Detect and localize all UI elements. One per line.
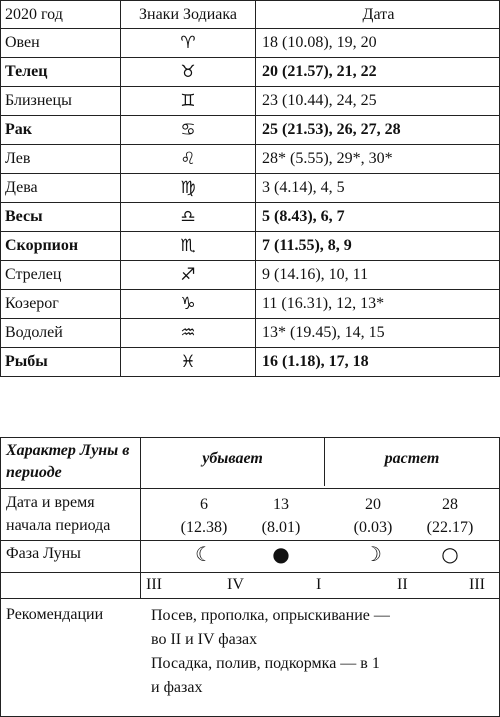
quarter-label: III [469, 576, 485, 593]
taurus-icon: ♉ [121, 58, 256, 87]
sign-name: Лев [1, 145, 121, 174]
header-date: Дата [256, 1, 500, 29]
sagittarius-icon: ♐ [121, 261, 256, 290]
period-time: (22.17) [426, 519, 474, 536]
period-time: (0.03) [353, 519, 393, 536]
period-day: 13 [273, 496, 289, 513]
recommendation-line: во II и IV фазах [151, 631, 258, 648]
period-day: 28 [442, 496, 458, 513]
sign-dates: 11 (16.31), 12, 13* [256, 290, 500, 319]
header-signs: Знаки Зодиака [121, 1, 256, 29]
period-time: (8.01) [261, 519, 301, 536]
zodiac-row [1, 174, 500, 203]
sign-name: Близнецы [1, 87, 121, 116]
sign-dates: 13* (19.45), 14, 15 [256, 319, 500, 348]
zodiac-row [1, 29, 500, 58]
period-day: 20 [365, 496, 381, 513]
waxing-label: растет [384, 450, 440, 467]
quarter-label: IV [227, 576, 244, 593]
sign-dates: 16 (1.18), 17, 18 [256, 348, 500, 377]
full-moon-icon: ○ [441, 542, 459, 566]
aries-icon: ♈ [121, 29, 256, 58]
sign-dates: 3 (4.14), 4, 5 [256, 174, 500, 203]
libra-icon: ♎ [121, 203, 256, 232]
sign-name: Скорпион [1, 232, 121, 261]
moon-character-label: Характер Луны в периоде [6, 442, 130, 481]
recommendation-line: и фазах [151, 679, 203, 696]
aquarius-icon: ♒ [121, 319, 256, 348]
zodiac-row [1, 87, 500, 116]
start-date-label: Дата и время начала периода [6, 494, 111, 534]
gemini-icon: ♊ [121, 87, 256, 116]
zodiac-row [1, 348, 500, 377]
sign-name: Овен [1, 29, 121, 58]
zodiac-row [1, 116, 500, 145]
zodiac-row [1, 261, 500, 290]
period-2 [246, 493, 316, 539]
zodiac-row [1, 203, 500, 232]
sign-name: Весы [1, 203, 121, 232]
sign-dates: 18 (10.08), 19, 20 [256, 29, 500, 58]
sign-dates: 7 (11.55), 8, 9 [256, 232, 500, 261]
sign-name: Козерог [1, 290, 121, 319]
pisces-icon: ♓ [121, 348, 256, 377]
quarter-label: III [146, 576, 162, 593]
new-moon-icon: ● [272, 542, 290, 566]
zodiac-row [1, 319, 500, 348]
zodiac-row [1, 290, 500, 319]
waning-crescent-icon: ☾ [195, 542, 213, 566]
recommendations-label: Рекомендации [6, 606, 104, 623]
sign-name: Рак [1, 116, 121, 145]
sign-dates: 5 (8.43), 6, 7 [256, 203, 500, 232]
sign-name: Водолей [1, 319, 121, 348]
moon-phase-label: Фаза Луны [6, 545, 81, 562]
period-time: (12.38) [180, 519, 228, 536]
sign-dates: 20 (21.57), 21, 22 [256, 58, 500, 87]
sign-dates: 28* (5.55), 29*, 30* [256, 145, 500, 174]
zodiac-header-row [1, 1, 500, 29]
period-3 [338, 493, 408, 539]
header-year: 2020 год [1, 1, 121, 29]
period-4 [415, 493, 485, 539]
sign-dates: 23 (10.44), 24, 25 [256, 87, 500, 116]
recommendation-line: Посадка, полив, подкормка — в 1 [151, 655, 380, 672]
sign-name: Рыбы [1, 348, 121, 377]
waxing-crescent-icon: ☽ [364, 542, 382, 566]
capricorn-icon: ♑ [121, 290, 256, 319]
quarter-label: I [316, 576, 322, 593]
zodiac-row [1, 232, 500, 261]
scorpio-icon: ♏ [121, 232, 256, 261]
virgo-icon: ♍ [121, 174, 256, 203]
sign-dates: 25 (21.53), 26, 27, 28 [256, 116, 500, 145]
recommendations-text [151, 604, 496, 700]
quarter-label: II [397, 576, 408, 593]
sign-name: Телец [1, 58, 121, 87]
period-1 [169, 493, 239, 539]
sign-name: Стрелец [1, 261, 121, 290]
zodiac-row [1, 145, 500, 174]
period-day: 6 [200, 496, 208, 513]
recommendation-line: Посев, прополка, опрыскивание — [151, 607, 390, 624]
waning-label: убывает [202, 450, 263, 467]
cancer-icon: ♋ [121, 116, 256, 145]
sign-name: Дева [1, 174, 121, 203]
leo-icon: ♌ [121, 145, 256, 174]
moon-table [0, 437, 500, 717]
sign-dates: 9 (14.16), 10, 11 [256, 261, 500, 290]
zodiac-row [1, 58, 500, 87]
